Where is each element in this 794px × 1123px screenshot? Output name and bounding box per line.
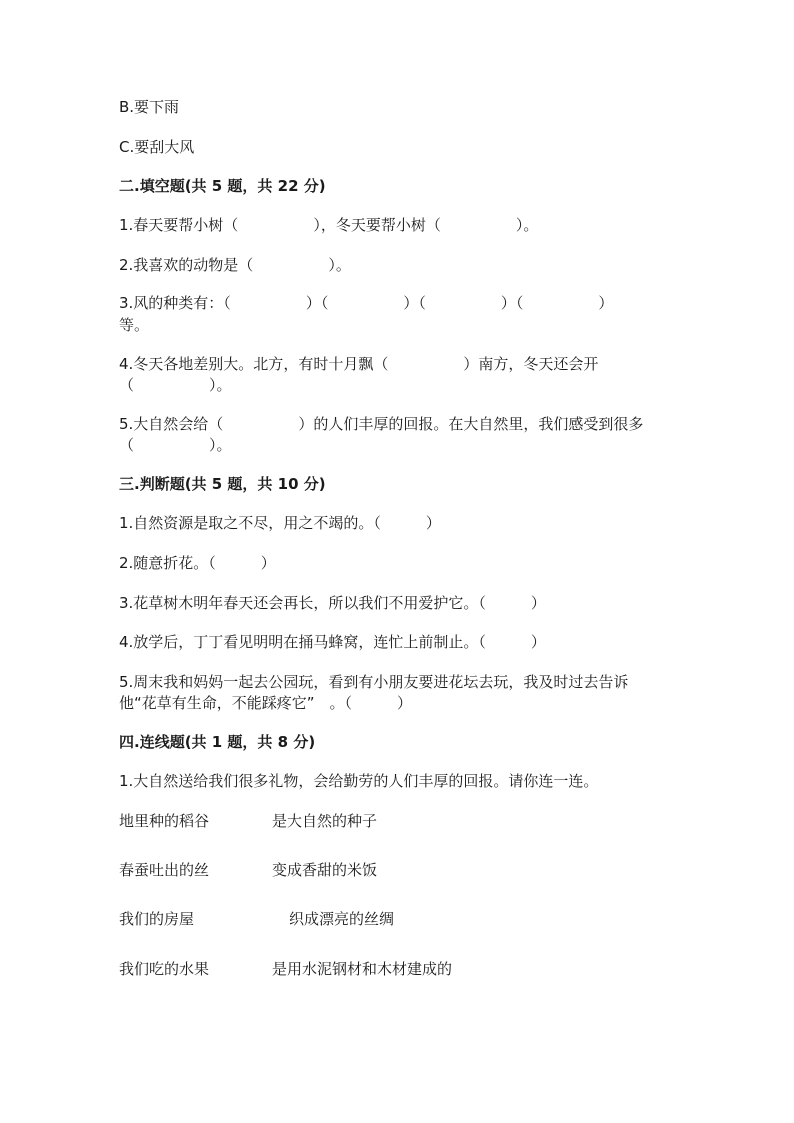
matching-question-1: 1.大自然送给我们很多礼物，会给勤劳的人们丰厚的回报。请你连一连。 bbox=[119, 772, 599, 790]
fill-blank-question-5-line-1: 5.大自然会给（ ）的人们丰厚的回报。在大自然里，我们感受到很多 bbox=[119, 415, 644, 433]
true-false-question-3: 3.花草树木明年春天还会再长，所以我们不用爱护它。（ ） bbox=[119, 594, 546, 612]
true-false-question-4: 4.放学后，丁丁看见明明在捅马蜂窝，连忙上前制止。（ ） bbox=[119, 633, 546, 651]
matching-left-item: 地里种的稻谷 bbox=[119, 812, 210, 830]
true-false-question-5-line-1: 5.周末我和妈妈一起去公园玩，看到有小朋友要进花坛去玩，我及时过去告诉 bbox=[119, 673, 629, 691]
matching-left-item: 春蚕吐出的丝 bbox=[119, 861, 210, 879]
matching-right-item: 变成香甜的米饭 bbox=[272, 861, 378, 879]
true-false-question-1: 1.自然资源是取之不尽，用之不竭的。（ ） bbox=[119, 514, 441, 532]
section-heading-matching: 四.连线题(共 1 题，共 8 分) bbox=[119, 733, 316, 751]
matching-right-item: 织成漂亮的丝绸 bbox=[289, 910, 395, 928]
option-c: C.要刮大风 bbox=[119, 138, 195, 156]
fill-blank-question-5-line-2: （ ）。 bbox=[119, 436, 232, 454]
fill-blank-question-2: 2.我喜欢的动物是（ ）。 bbox=[119, 256, 351, 274]
fill-blank-question-3-line-2: 等。 bbox=[119, 316, 150, 334]
fill-blank-question-1: 1.春天要帮小树（ ），冬天要帮小树（ ）。 bbox=[119, 216, 539, 234]
matching-left-item: 我们的房屋 bbox=[119, 910, 195, 928]
section-heading-true-false: 三.判断题(共 5 题，共 10 分) bbox=[119, 475, 326, 493]
matching-left-item: 我们吃的水果 bbox=[119, 960, 210, 978]
true-false-question-5-line-2: 他“花草有生命，不能踩疼它” 。（ ） bbox=[119, 694, 413, 712]
option-b: B.要下雨 bbox=[119, 98, 180, 116]
matching-right-item: 是大自然的种子 bbox=[272, 812, 378, 830]
fill-blank-question-4-line-2: （ ）。 bbox=[119, 376, 232, 394]
true-false-question-2: 2.随意折花。（ ） bbox=[119, 554, 276, 572]
fill-blank-question-3-line-1: 3.风的种类有：（ ）（ ）（ ）（ ） bbox=[119, 294, 614, 312]
fill-blank-question-4-line-1: 4.冬天各地差别大。北方，有时十月飘（ ）南方，冬天还会开 bbox=[119, 355, 599, 373]
matching-right-item: 是用水泥钢材和木材建成的 bbox=[272, 960, 453, 978]
section-heading-fill-blank: 二.填空题(共 5 题，共 22 分) bbox=[119, 177, 326, 195]
